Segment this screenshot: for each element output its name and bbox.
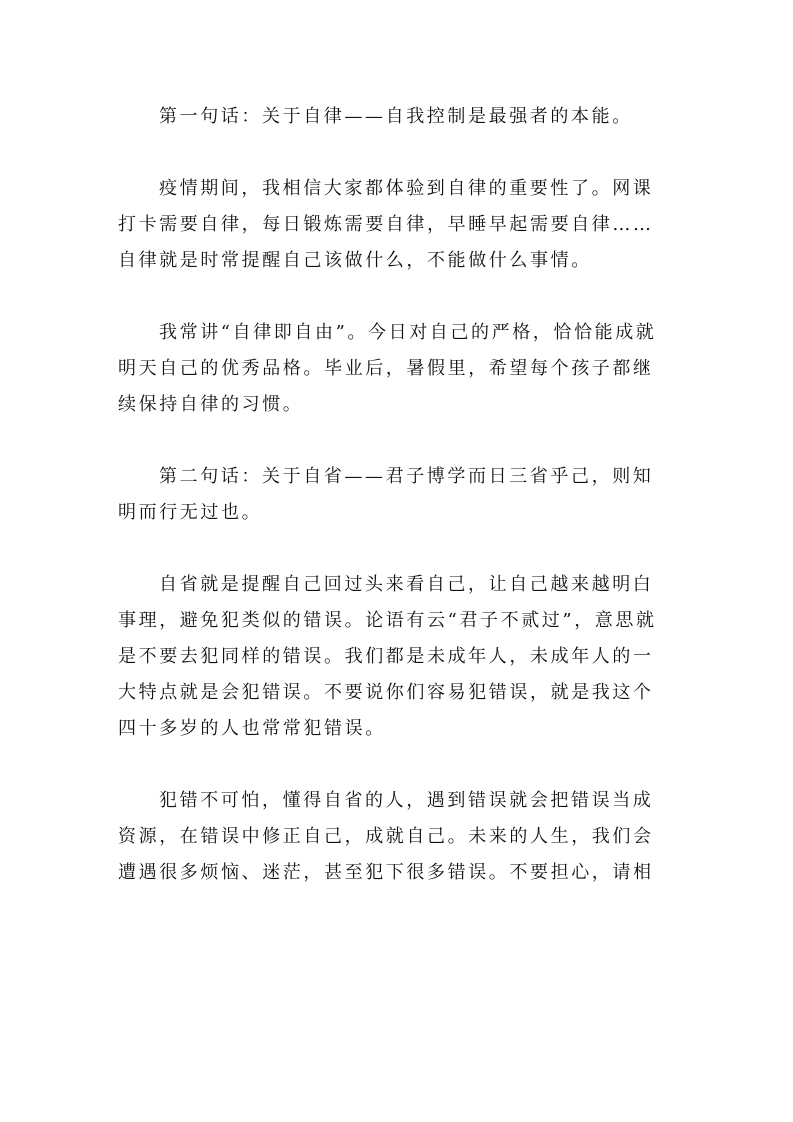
text-line: 明天自己的优秀品格。毕业后，暑假里，希望每个孩子都继 bbox=[118, 358, 654, 379]
text-line: 我常讲“自律即自由”。今日对自己的严格，恰恰能成就 bbox=[159, 322, 657, 343]
text-line: 大特点就是会犯错误。不要说你们容易犯错误，就是我这个 bbox=[118, 682, 654, 703]
paragraph-self-reflection-mistakes bbox=[118, 567, 680, 747]
text-line: 自律就是时常提醒自己该做什么，不能做什么事情。 bbox=[118, 250, 592, 271]
text-line: 遭遇很多烦恼、迷茫，甚至犯下很多错误。不要担心，请相 bbox=[118, 862, 654, 883]
text-line: 犯错不可怕，懂得自省的人，遇到错误就会把错误当成 bbox=[159, 790, 654, 811]
text-line: 资源，在错误中修正自己，成就自己。未来的人生，我们会 bbox=[118, 826, 654, 847]
text-line: 四十多岁的人也常常犯错误。 bbox=[118, 718, 386, 739]
document-body bbox=[118, 99, 680, 927]
text-line: 打卡需要自律，每日锻炼需要自律，早睡早起需要自律…… bbox=[118, 214, 654, 235]
text-line: 明而行无过也。 bbox=[118, 502, 263, 523]
text-line: 是不要去犯同样的错误。我们都是未成年人，未成年人的一 bbox=[118, 646, 654, 667]
text-line: 第二句话：关于自省——君子博学而日三省乎己，则知 bbox=[159, 466, 654, 487]
paragraph-self-discipline-epidemic bbox=[118, 171, 680, 279]
text-line: 事理，避免犯类似的错误。论语有云“君子不贰过”，意思就 bbox=[118, 610, 657, 631]
text-line: 第一句话：关于自律——自我控制是最强者的本能。 bbox=[159, 106, 633, 127]
text-line: 自省就是提醒自己回过头来看自己，让自己越来越明白 bbox=[159, 574, 654, 595]
paragraph-self-reflection-heading bbox=[118, 459, 680, 531]
paragraph-self-reflection-growth bbox=[118, 783, 680, 891]
paragraph-self-discipline-heading bbox=[118, 99, 680, 135]
text-line: 续保持自律的习惯。 bbox=[118, 394, 304, 415]
paragraph-self-discipline-freedom bbox=[118, 315, 680, 423]
text-line: 疫情期间，我相信大家都体验到自律的重要性了。网课 bbox=[159, 178, 654, 199]
